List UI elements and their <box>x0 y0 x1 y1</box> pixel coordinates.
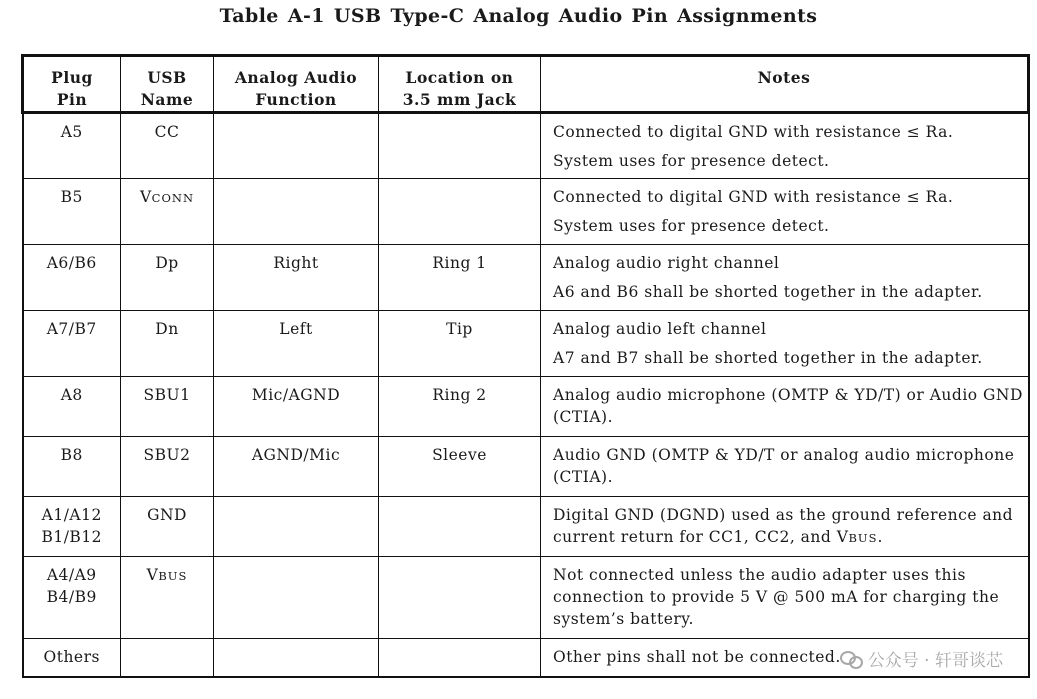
cell-notes: Analog audio right channel A6 and B6 shall be shorted together in the adapter. <box>541 245 1029 311</box>
cell-plug-pin: Others <box>23 639 121 677</box>
cell-function <box>214 557 379 639</box>
cell-plug-pin: A6/B6 <box>23 245 121 311</box>
cell-location <box>379 557 541 639</box>
cell-location: Ring 1 <box>379 245 541 311</box>
table-row <box>23 179 1029 245</box>
cell-location: Tip <box>379 311 541 377</box>
cell-plug-pin: A5 <box>23 113 121 179</box>
cell-function: Left <box>214 311 379 377</box>
cell-function: Mic/AGND <box>214 377 379 437</box>
watermark <box>840 646 1003 671</box>
cell-notes: Connected to digital GND with resistance ≤ Ra. System uses for presence detect. <box>541 179 1029 245</box>
table-row <box>23 497 1029 557</box>
cell-usb-name: SBU2 <box>121 437 214 497</box>
cell-plug-pin: A1/A12 B1/B12 <box>23 497 121 557</box>
cell-notes: Audio GND (OMTP & YD/T or analog audio microphone (CTIA). <box>541 437 1029 497</box>
table-row <box>23 557 1029 639</box>
cell-usb-name: Dp <box>121 245 214 311</box>
cell-location <box>379 497 541 557</box>
table-row <box>23 245 1029 311</box>
header-location: Location on 3.5 mm Jack <box>379 56 541 113</box>
watermark-text: 公众号 · 轩哥谈芯 <box>867 651 1003 671</box>
cell-usb-name: VBUS <box>121 557 214 639</box>
table-row <box>23 113 1029 179</box>
table-row <box>23 377 1029 437</box>
cell-usb-name: VCONN <box>121 179 214 245</box>
header-plug-pin: Plug Pin <box>23 56 121 113</box>
cell-notes: Analog audio microphone (OMTP & YD/T) or Audio GND (CTIA). <box>541 377 1029 437</box>
cell-notes: Connected to digital GND with resistance ≤ Ra. System uses for presence detect. <box>541 113 1029 179</box>
cell-location: Ring 2 <box>379 377 541 437</box>
cell-plug-pin: B5 <box>23 179 121 245</box>
cell-notes: Not connected unless the audio adapter uses this connection to provide 5 V @ 500 mA for charging the system’s battery. <box>541 557 1029 639</box>
cell-location <box>379 113 541 179</box>
cell-function: Right <box>214 245 379 311</box>
cell-function <box>214 639 379 677</box>
cell-plug-pin: A8 <box>23 377 121 437</box>
header-notes: Notes <box>541 56 1029 113</box>
cell-plug-pin: A4/A9 B4/B9 <box>23 557 121 639</box>
header-usb-name: USB Name <box>121 56 214 113</box>
cell-function: AGND/Mic <box>214 437 379 497</box>
cell-notes: Other pins shall not be connected. <box>541 639 1029 677</box>
cell-usb-name: CC <box>121 113 214 179</box>
cell-notes: Analog audio left channel A7 and B7 shall be shorted together in the adapter. <box>541 311 1029 377</box>
cell-function <box>214 113 379 179</box>
wechat-icon <box>840 650 862 668</box>
cell-plug-pin: B8 <box>23 437 121 497</box>
cell-location: Sleeve <box>379 437 541 497</box>
table-header-row <box>23 56 1029 113</box>
cell-plug-pin: A7/B7 <box>23 311 121 377</box>
cell-usb-name: Dn <box>121 311 214 377</box>
cell-usb-name: GND <box>121 497 214 557</box>
cell-function <box>214 497 379 557</box>
table-row <box>23 437 1029 497</box>
cell-usb-name <box>121 639 214 677</box>
table-title: Table A-1 USB Type-C Analog Audio Pin Assignments <box>219 5 818 27</box>
cell-location <box>379 639 541 677</box>
cell-function <box>214 179 379 245</box>
table-row <box>23 311 1029 377</box>
cell-location <box>379 179 541 245</box>
cell-notes: Digital GND (DGND) used as the ground reference and current return for CC1, CC2, and VBUS. <box>541 497 1029 557</box>
cell-usb-name: SBU1 <box>121 377 214 437</box>
pin-assignment-table <box>21 54 1030 678</box>
header-analog-function: Analog Audio Function <box>214 56 379 113</box>
